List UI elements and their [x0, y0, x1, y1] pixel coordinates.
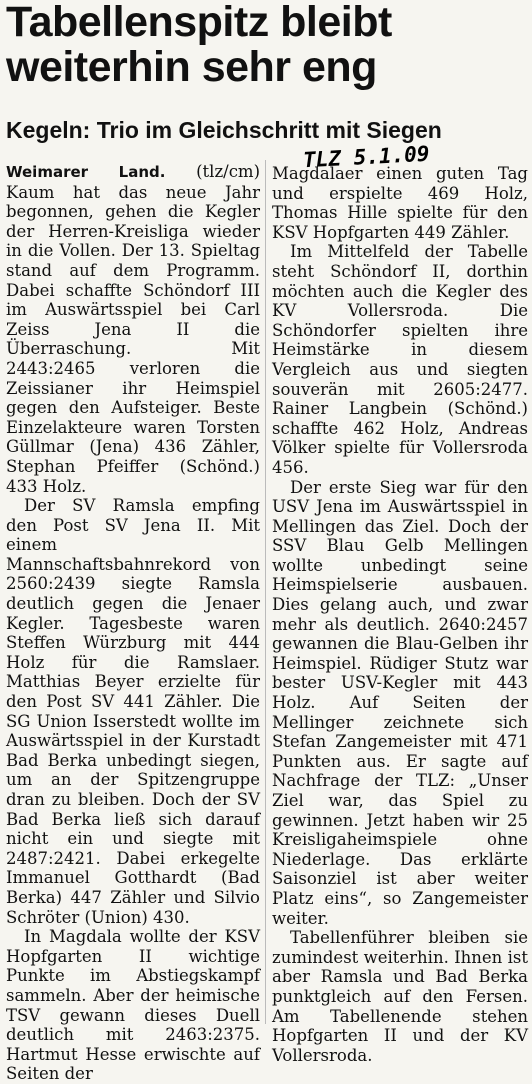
headline: [6, 0, 526, 90]
dateline: Weimarer Land.: [6, 163, 166, 181]
paragraph-3: In Magdala wollte der KSV Hopfgarten II wichtige Punkte im Abstiegskampf sammeln. Aber der heimische TSV gewann dieses Duell deutlich mit 2463:2375. Hartmut Hesse erwischte auf Seiten der: [6, 927, 260, 1084]
paragraph-6: Der erste Sieg war für den USV Jena im Auswärtsspiel in Mellingen das Ziel. Doch der SSV Blau Gelb Mellingen wollte unbedingt seine Heimspielserie ausbauen. Dies gelang auch, und zwar mehr als deutlich. 2640:2457 gewannen die Blau-Gelben ihr Heimspiel. Rüdiger Stutz war bester USV-Kegler mit 443 Holz. Auf Seiten der Mellinger zeichnete sich Stefan Zangemeister mit 471 Punkten aus. Er sagte auf Nachfrage der TLZ: „Unser Ziel war, das Spiel zu gewinnen. Jetzt haben wir 25 Kreisligaheimspiele ohne Niederlage. Das erklärte Saisonziel ist aber weiter Platz eins“, so Zangemeister weiter.: [272, 477, 528, 928]
article-column-left: [6, 162, 260, 1084]
column-divider: [265, 160, 266, 1024]
paragraph-4: Magdalaer einen guten Tag und erspielte 469 Holz, Thomas Hille spielte für den KSV Hopfgarten 449 Zähler.: [272, 164, 528, 242]
paragraph-7: Tabellenführer bleiben sie zumindest weiterhin. Ihnen ist aber Ramsla und Bad Berka punktgleich auf den Fersen. Am Tabellenende stehen Hopfgarten II und der KV Vollersroda.: [272, 928, 528, 1065]
subheadline: Kegeln: Trio im Gleichschritt mit Siegen: [6, 117, 442, 143]
paragraph-2: Der SV Ramsla empfing den Post SV Jena II. Mit einem Mannschaftsbahnrekord von 2560:2439 siegte Ramsla deutlich gegen die Jenaer Kegler. Tagesbeste waren Steffen Würzburg mit 444 Holz für die Ramslaer. Matthias Beyer erzielte für den Post SV 441 Zähler. Die SG Union Isserstedt wollte im Auswärtsspiel in der Kurstadt Bad Berka unbedingt siegen, um an der Spitzengruppe dran zu bleiben. Doch der SV Bad Berka ließ sich darauf nicht ein und siegte mit 2487:2421. Dabei erkegelte Immanuel Gotthardt (Bad Berka) 447 Zähler und Silvio Schröter (Union) 430.: [6, 496, 260, 927]
headline-line-2: weiterhin sehr eng: [6, 43, 377, 91]
paragraph-1: [6, 162, 260, 496]
paragraph-1-text: (tlz/cm) Kaum hat das neue Jahr begonnen, gehen die Kegler der Herren-Kreisliga wieder in die Vollen. Der 13. Spieltag stand auf dem Programm. Dabei schaffte Schöndorf III im Auswärtsspiel bei Carl Zeiss Jena II die Überraschung. Mit 2443:2465 verloren die Zeissianer ihr Heimspiel gegen den Aufsteiger. Beste Einzelakteure waren Torsten Güllmar (Jena) 436 Zähler, Stephan Pfeiffer (Schönd.) 433 Holz.: [6, 162, 261, 496]
headline-line-1: Tabellenspitz bleibt: [6, 0, 392, 46]
handwritten-date-note: TLZ 5.1.09: [302, 141, 430, 173]
paragraph-5: Im Mittelfeld der Tabelle steht Schöndorf II, dorthin möchten auch die Kegler des KV Vollersroda. Die Schöndorfer spielten ihre Heimstärke in diesem Vergleich aus und siegten souverän mit 2605:2477. Rainer Langbein (Schönd.) schaffte 462 Holz, Andreas Völker spielte für Vollersroda 456.: [272, 242, 528, 477]
article-column-right: [272, 162, 528, 1065]
